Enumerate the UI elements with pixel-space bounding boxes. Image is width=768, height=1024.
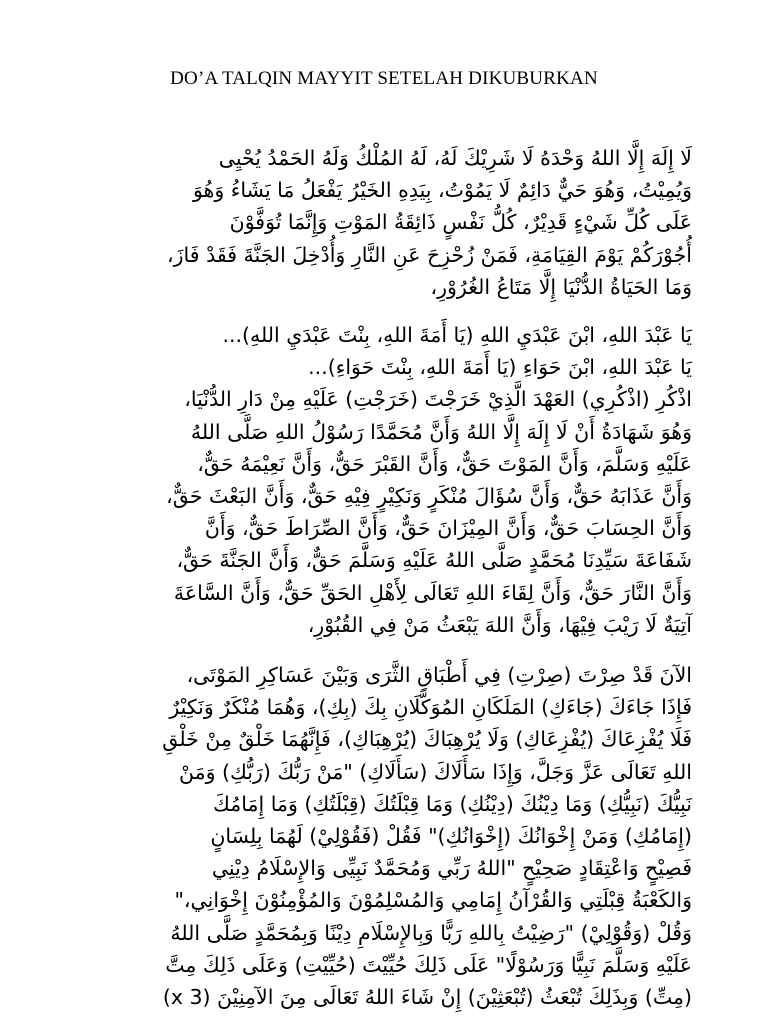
text-line: آتِيَةٌ لَا رَيْبَ فِيْهَا، وَأَنَّ اللهَ يَبْعَثُ مَنْ فِي القُبُوْرِ، [307,612,692,637]
text-line: وَأَنَّ عَذَابَهُ حَقٌّ، وَأَنَّ سُؤَالَ مُنْكَرٍ وَنَكِيْرٍ فِيْهِ حَقٌّ، وَأَنَّ البَعْثَ حَقٌّ، [166,484,692,509]
text-line: عَلَيْهِ وَسَلَّمَ، وَأَنَّ المَوْتَ حَقٌّ، وَأَنَّ القَبْرَ حَقٌّ، وَأَنَّ نَعِيْمَهُ حَقٌّ، [197,451,692,476]
text-line: الآنَ قَدْ صِرْتَ (صِرْتِ) فِي أَطْبَاقِ الثَّرَى وَبَيْنَ عَسَاكِرِ المَوْتَى، [186,663,692,688]
paragraph-calling [72,319,692,383]
text-line: فَلَا يُفْزِعَاكَ (يُفْزِعَاكِ) وَلَا يُرْهِبَاكَ (يُرْهِبَاكِ)، فَإِنَّهُمَا خَلْقٌ مِنْ خَلْقِ [162,727,692,752]
text-line: وَقُلْ (وَقُوْلِيْ) "رَضِيْتُ بِاللهِ رَبًّا وَبِالإِسْلَامِ دِيْنًا وَبِمُحَمَّدٍ صَلَّى اللهُ [170,920,692,945]
text-line: فَإِذَا جَاءَكَ (جَاءَكِ) المَلَكَانِ المُوَكَّلَانِ بِكَ (بِكِ)، وَهُمَا مُنْكَرٌ وَنَكِيْرٌ [169,695,692,720]
text-line: وَهُوَ شَهَادَةُ أَنْ لَا إِلَهَ إِلَّا اللهُ وَأَنَّ مُحَمَّدًا رَسُوْلُ اللهِ صَلَّى اللهُ [190,419,692,444]
text-line: (إِمَامُكِ) وَمَنْ إِخْوَانُكَ (إِخْوَانُكِ)" فَقُلْ (فَقُوْلِيْ) لَهُمَا بِلِسَانٍ [210,824,692,849]
paragraph-tahlil [72,142,692,303]
paragraph-remember-covenant [72,383,692,641]
text-line: فَصِيْحٍ وَاعْتِقَادٍ صَحِيْحٍ "اللهُ رَبِّي وَمُحَمَّدٌ نَبِيِّى وَالإِسْلَامُ دِيْنِي [211,856,692,881]
text-line: نَبِيُّكَ (نَبِيُّكِ) وَمَا دِيْنُكَ (دِيْنُكِ) وَمَا قِبْلَتُكَ (قِبْلَتُكِ) وَمَا إِمَامُكَ [213,791,692,816]
text-line: (مِتِّ) وَبِذَلِكَ تُبْعَثُ (تُبْعَثِيْنَ) إِنْ شَاءَ اللهُ تَعَالَى مِنَ الآمِنِيْنَ (3 x) [162,985,692,1010]
text-line: أُجُوْرَكُمْ يَوْمَ القِيَامَةِ، فَمَنْ زُحْزِحَ عَنِ النَّارِ وَأُدْخِلَ الجَنَّةَ فَقَدْ فَازَ، [167,242,692,267]
text-line: اللهِ تَعَالَى عَزَّ وَجَلَّ، وَإِذَا سَأَلَاكَ (سَأَلَاكِ) "مَنْ رَبُّكَ (رَبُّكِ) وَمَنْ [178,759,692,784]
text-line: يَا عَبْدَ اللهِ، ابْنَ عَبْدَيِ اللهِ (يَا أَمَةَ اللهِ، بِنْتَ عَبْدَيِ اللهِ)... [222,323,692,348]
text-line: وَأَنَّ الحِسَابَ حَقٌّ، وَأَنَّ المِيْزَانَ حَقٌّ، وَأَنَّ الصِّرَاطَ حَقٌّ، وَأَنَّ [204,516,692,541]
text-line: وَأَنَّ النَّارَ حَقٌّ، وَأَنَّ لِقَاءَ اللهِ تَعَالَى لِأَهْلِ الحَقِّ حَقٌّ، وَأَنَّ السَّاعَةَ [173,580,692,605]
text-line: وَيُمِيْتُ، وَهُوَ حَيٌّ دَائِمٌ لَا يَمُوْتُ، بِيَدِهِ الخَيْرُ يَفْعَلُ مَا يَشَاءُ وَهُوَ [192,178,692,203]
paragraph-grave-questions [72,659,692,1013]
text-line: شَفَاعَةَ سَيِّدِنَا مُحَمَّدٍ صَلَّى اللهُ عَلَيْهِ وَسَلَّمَ حَقٌّ، وَأَنَّ الجَنَّةَ حَقٌّ، [176,548,692,573]
prayer-text [72,142,692,1013]
document-title: DO’A TALQIN MAYYIT SETELAH DIKUBURKAN [170,68,598,89]
text-line: وَالكَعْبَةُ قِبْلَتِي وَالقُرْآنُ إِمَامِي وَالمُسْلِمُوْنَ وَالمُؤْمِنُوْنَ إِخْوَانِي،" [174,888,692,913]
text-line: عَلَى كُلِّ شَيْءٍ قَدِيْرٌ، كُلُّ نَفْسٍ ذَائِقَةُ المَوْتِ وَإِنَّمَا تُوَفَّوْنَ [229,210,692,235]
text-line: يَا عَبْدَ اللهِ، ابْنَ حَوَاءِ (يَا أَمَةَ اللهِ، بِنْتَ حَوَاءِ)... [308,355,692,380]
text-line: اذْكُرِ (اذْكُرِي) العَهْدَ الَّذِيْ خَرَجْتَ (خَرَجْتِ) عَلَيْهِ مِنْ دَارِ الدُّنْيَا، [184,387,692,412]
text-line: وَمَا الحَيَاةُ الدُّنْيَا إِلَّا مَتَاعُ الغُرُوْرِ، [430,274,692,299]
text-line: عَلَيْهِ وَسَلَّمَ نَبِيًّا وَرَسُوْلًا" عَلَى ذَلِكَ حُيِّيْتَ (حُيِّيْتِ) وَعَلَى ذَلِكَ مِتَّ [165,952,692,977]
text-line: لَا إِلَهَ إِلَّا اللهُ وَحْدَهُ لَا شَرِيْكَ لَهُ، لَهُ المُلْكُ وَلَهُ الحَمْدُ يُحْيِى [218,146,692,170]
